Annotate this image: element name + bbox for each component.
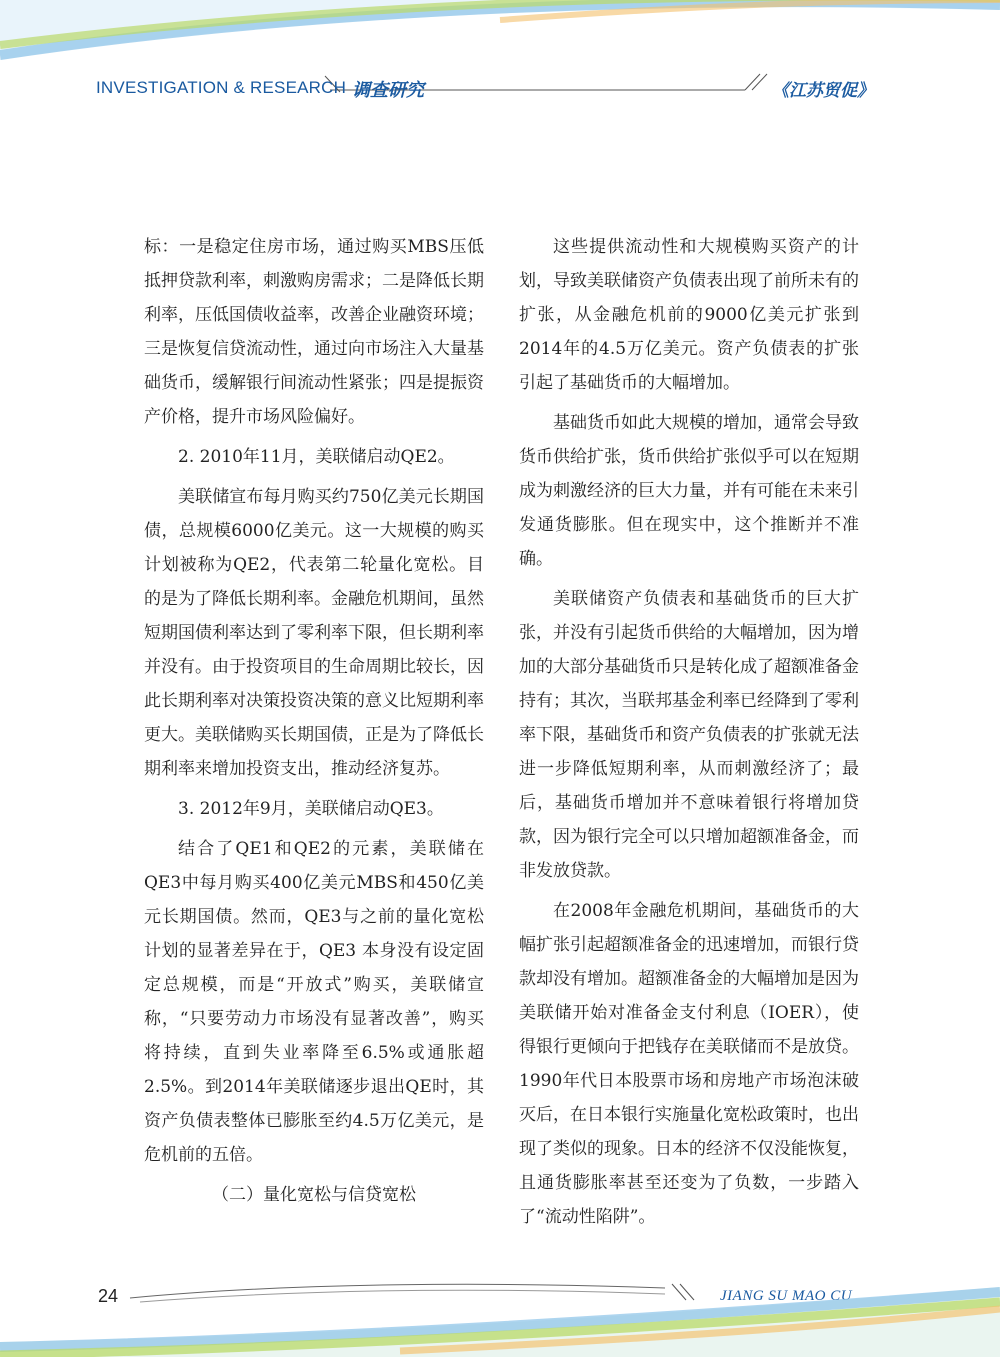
right-text-column [519, 230, 859, 1240]
bottom-decorative-swoosh [0, 1247, 1000, 1357]
header-section-tag: 调查研究 [352, 80, 424, 101]
subsection-heading: （二）量化宽松与信贷宽松 [212, 1185, 416, 1205]
paragraph: 标：一是稳定住房市场，通过购买MBS压低抵押贷款利率，刺激购房需求；二是降低长期利率，压低国债收益率，改善企业融资环境；三是恢复信贷流动性，通过向市场注入大量基础货币，缓解银行间流动性紧张；四是提振资产价格，提升市场风险偏好。 [144, 237, 484, 427]
paragraph: 在2008年金融危机期间，基础货币的大幅扩张引起超额准备金的迅速增加，而银行贷款却没有增加。超额准备金的大幅增加是因为美联储开始对准备金支付利息（IOER），使得银行更倾向于把钱存在美联储而不是放贷。1990年代日本股票市场和房地产市场泡沫破灭后，在日本银行实施量化宽松政策时，也出现了类似的现象。日本的经济不仅没能恢复，且通货膨胀率甚至还变为了负数，一步踏入了“流动性陷阱”。 [519, 901, 859, 1227]
paragraph: 这些提供流动性和大规模购买资产的计划，导致美联储资产负债表出现了前所未有的扩张，从金融危机前的9000亿美元扩张到2014年的4.5万亿美元。资产负债表的扩张引起了基础货币的大幅增加。 [519, 237, 859, 393]
footer-journal-name: JIANG SU MAO CU [720, 1288, 853, 1304]
paragraph: 美联储宣布每月购买约750亿美元长期国债，总规模6000亿美元。这一大规模的购买计划被称为QE2，代表第二轮量化宽松。目的是为了降低长期利率。金融危机期间，虽然短期国债利率达到了零利率下限，但长期利率并没有。由于投资项目的生命周期比较长，因此长期利率对决策投资决策的意义比短期利率更大。美联储购买长期国债，正是为了降低长期利率来增加投资支出，推动经济复苏。 [144, 487, 484, 779]
header-journal-name: 《江苏贸促》 [772, 81, 874, 101]
header-section-title: INVESTIGATION & RESEARCH [96, 78, 347, 97]
paragraph: 基础货币如此大规模的增加，通常会导致货币供给扩张，货币供给扩张似乎可以在短期成为刺激经济的巨大力量，并有可能在未来引发通货膨胀。但在现实中，这个推断并不准确。 [519, 413, 859, 569]
section-item-heading: 3. 2012年9月，美联储启动QE3。 [178, 799, 444, 819]
paragraph: 结合了QE1和QE2的元素，美联储在QE3中每月购买400亿美元MBS和450亿美元长期国债。然而，QE3与之前的量化宽松计划的显著差异在于，QE3 本身没有设定固定总规模，而是“开放式”购买，美联储宣称，“只要劳动力市场没有显著改善”，购买将持续，直到失业率降至6.5%或通胀超2.5%。到2014年美联储逐步退出QE时，其资产负债表整体已膨胀至约4.5万亿美元，是危机前的五倍。 [144, 839, 484, 1165]
section-item-heading: 2. 2010年11月，美联储启动QE2。 [178, 447, 455, 467]
page-number: 24 [98, 1286, 119, 1306]
paragraph: 美联储资产负债表和基础货币的巨大扩张，并没有引起货币供给的大幅增加，因为增加的大部分基础货币只是转化成了超额准备金持有；其次，当联邦基金利率已经降到了零利率下限，基础货币和资产负债表的扩张就无法进一步降低短期利率，从而刺激经济了；最后，基础货币增加并不意味着银行将增加贷款，因为银行完全可以只增加超额准备金，而非发放贷款。 [519, 589, 859, 881]
left-text-column [144, 230, 484, 1218]
